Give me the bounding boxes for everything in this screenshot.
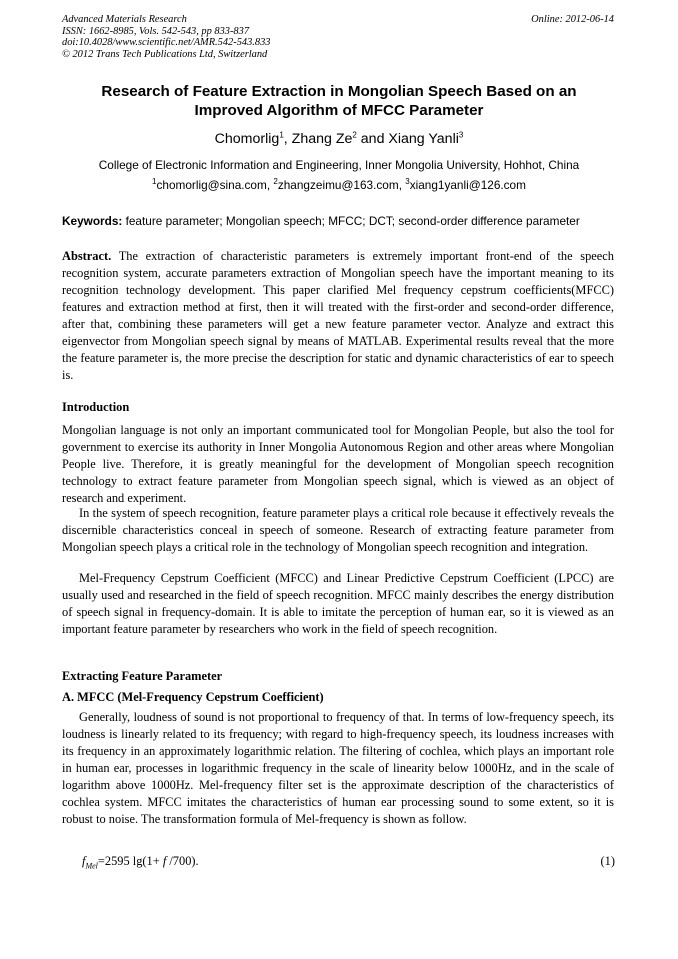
- email-sup: 1: [152, 177, 157, 187]
- author-conjunction: and: [356, 131, 389, 147]
- equation-variable: f: [162, 854, 167, 868]
- email-address[interactable]: xiang1yanli@126.com: [409, 178, 526, 192]
- author-list: [0, 131, 678, 147]
- intro-paragraph-3: Mel-Frequency Cepstrum Coefficient (MFCC) and Linear Predictive Cepstrum Coefficient (LPCC) are usually used and researched in the field of speech recognition. MFCC mainly describes the energy distribution of speech signal in frequency-domain. It is able to imitate the perception of human ear, so it is viewed as an important feature parameter by researchers who work in the field of speech recognition.: [62, 571, 614, 636]
- online-date: Online: 2012-06-14: [531, 14, 614, 25]
- author-name: Chomorlig: [214, 131, 280, 147]
- equation-1: [82, 854, 615, 869]
- mfcc-paragraph: Generally, loudness of sound is not proportional to frequency of that. In terms of low-frequency speech, its loudness is linearly related to its frequency; with regard to high-frequency speech, its loudness increases with its frequency in an approximately logarithmic relation. The filtering of cochlea, which plays an important role in human ear, processes in logarithmic frequency in the scale of linearity below 1000Hz, and in the scale of logarithm above 1000Hz. Mel-frequency filter set is the approximate description of the characteristics of cochlea system. MFCC imitates the characteristics of human ear processing sound to some extent, so it is robust to noise. The transformation formula of Mel-frequency is shown as follow.: [62, 710, 614, 826]
- abstract: [62, 248, 614, 384]
- email-address[interactable]: chomorlig@sina.com: [156, 178, 267, 192]
- keywords-label: Keywords:: [62, 214, 123, 228]
- author-separator: ,: [283, 131, 292, 147]
- keywords-text: feature parameter; Mongolian speech; MFCC; DCT; second-order difference parameter: [125, 214, 580, 228]
- author-sup: 3: [458, 130, 464, 140]
- author-sup: 2: [352, 130, 357, 140]
- email-list: $^1$chomorlig@sina.com, $^2$zhangzeimu@163.com, $^3$xiang1yanli@126.com: [152, 177, 526, 192]
- affiliation: College of Electronic Information and Engineering, Inner Mongolia University, Hohhot, China: [98, 158, 580, 172]
- abstract-text: The extraction of characteristic parameters is extremely important front-end of the speech recognition system, accurate parameters extraction of Mongolian speech have the important meaning to its recognition technology development. This paper clarified Mel frequency cepstrum coefficients(MFCC) features and extraction method at first, then it will treated with the first-order and second-order difference, after that, combining these parameters will get a new feature parameter vector. Analyze and extract this eigenvector from Mongolian speech signal by means of MATLAB. Experimental results reveal that the more the feature parameter is, the more precise the description for static and dynamic characteristics of ear to speech is.: [62, 249, 614, 382]
- email-sup: 3: [405, 177, 410, 187]
- intro-paragraph-2: In the system of speech recognition, feature parameter plays a critical role because it effectively reveals the discernible characteristics conceal in speech of someone. Research of extracting feature parameter from Mongolian speech plays a critical role in the technology of Mongolian speech recognition and integration.: [62, 506, 614, 554]
- introduction-heading: Introduction: [62, 400, 130, 414]
- author-name: Xiang Yanli: [388, 131, 459, 147]
- email-sup: 2: [273, 177, 278, 187]
- section-heading: Extracting Feature Parameter: [62, 669, 223, 683]
- equation-lhs: f: [82, 854, 86, 868]
- journal-name: Advanced Materials Research: [62, 14, 187, 25]
- subsection-heading: A. MFCC (Mel-Frequency Cepstrum Coefficient): [62, 690, 324, 704]
- equation-rhs-a: =2595 lg(1+: [97, 854, 163, 868]
- equation-number: (1): [600, 854, 615, 868]
- doi-line[interactable]: doi:10.4028/www.scientific.net/AMR.542-543.833: [62, 37, 271, 48]
- paper-title: Research of Feature Extraction in Mongolian Speech Based on an Improved Algorithm of MFCC Parameter: [101, 83, 577, 119]
- issn-line: ISSN: 1662-8985, Vols. 542-543, pp 833-837: [62, 25, 250, 37]
- equation-rhs-b: /700).: [166, 854, 199, 868]
- abstract-label: Abstract.: [62, 249, 112, 263]
- equation-lhs-subscript: Mel: [85, 861, 98, 871]
- journal-meta: [62, 14, 270, 60]
- author-sup: 1: [279, 130, 284, 140]
- author-name: Zhang Ze: [291, 131, 353, 147]
- keywords: [62, 214, 618, 228]
- copyright-line: © 2012 Trans Tech Publications Ltd, Switzerland: [62, 48, 268, 60]
- email-address[interactable]: zhangzeimu@163.com: [277, 178, 399, 192]
- intro-paragraph-1: Mongolian language is not only an important communicated tool for Mongolian People, but also the tool for government to exercise its authority in Inner Mongolia Autonomous Region and other areas where Mongolian People live. Therefore, it is greatly meaningful for the development of Mongolian speech recognition technology to extract feature parameter from Mongolian speech signal, which is viewed as an object of research and experiment.: [62, 423, 614, 505]
